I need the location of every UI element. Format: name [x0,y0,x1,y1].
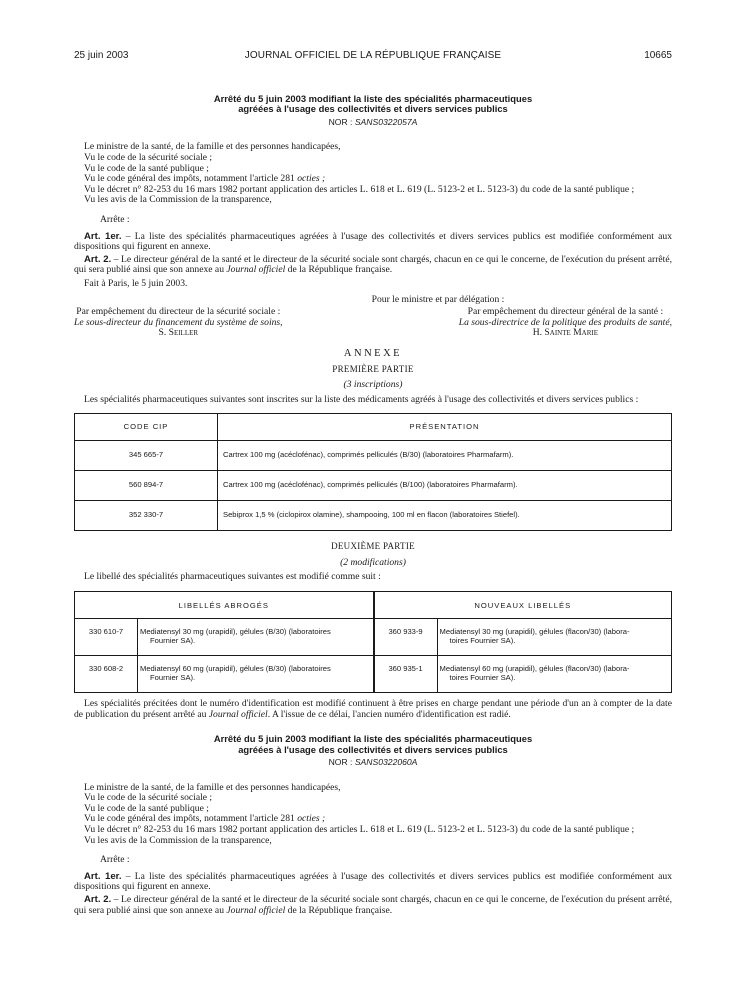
journal-ref: Journal officiel [208,708,268,720]
journal-ref: Journal officiel [226,904,286,916]
annexe-title: ANNEXE [343,347,403,359]
presentation: Cartrex 100 mg (acéclofénac), comprimés pelliculés (B/30) (laboratoires Pharmafarm). [218,441,672,471]
table-row [75,656,672,693]
article-text: – La liste des spécialités pharmaceutiques agréées à l'usage des collectivités et divers services publics est modifiée conformément aux dispositions qui figurent en annexe. [74,870,672,893]
article-label: Art. 1er. [84,870,122,882]
presentation: Sebiprox 1,5 % (ciclopirox olamine), shampooing, 100 ml en flacon (laboratoires Stiefel). [218,501,672,531]
label-line: toires Fournier SA). [449,673,516,683]
label-line: toires Fournier SA). [449,636,516,646]
article-1 [74,232,672,253]
visa-italic: octies ; [297,813,326,825]
old-code: 330 608-2 [75,656,138,693]
journal-ref: Journal officiel [226,264,286,276]
signature-date: Fait à Paris, le 5 juin 2003. [84,277,188,289]
table-header-row [75,414,672,441]
article-text: – La liste des spécialités pharmaceutiques agréées à l'usage des collectivités et divers services publics est modifiée conformément aux dispositions qui figurent en annexe. [74,230,672,253]
label-line: Mediatensyl 60 mg (urapidil), gélules (B/30) (laboratoires [140,664,331,674]
nor-label: NOR : [328,757,353,768]
nor-reference [74,117,672,128]
old-label [138,656,374,693]
nor-label: NOR : [328,116,353,127]
note-text: . A l'issue de ce délai, l'ancien numéro d'identification est radié. [267,708,511,720]
label-line: Mediatensyl 30 mg (urapidil), gélules (B/30) (laboratoires [140,627,331,637]
column-header: PRÉSENTATION [218,414,672,441]
visa: Vu le code de la sécurité sociale ; [84,152,213,163]
running-header [74,50,672,64]
visa-minister: Le ministre de la santé, de la famille et des personnes handicapées, [84,141,341,153]
title-line: Arrêté du 5 juin 2003 modifiant la liste des spécialités pharmaceutiques [213,93,533,104]
note-text: Les spécialités précitées dont le numéro d'identification est modifié continuent à être prises en charge pendant une période d'un an à compter de la date de publication du présent arrêté au [74,698,672,720]
part-2-subtitle: (2 modifications) [340,556,406,568]
label-line: Fournier SA). [150,636,196,646]
arrete-word: Arrête : [100,213,130,225]
visa: Vu le code de la santé publique ; [84,162,209,174]
signatory-role: Par empêchement du directeur de la sécurité sociale : [76,306,281,318]
title-line: agréées à l'usage des collectivités et divers services publics [238,103,508,115]
visa: Vu le décret n° 82-253 du 16 mars 1982 portant application des articles L. 618 et L. 619 (L. 5123-2 et L. 5123-3) du code de la santé publique ; [84,183,635,195]
visa: Vu le code de la sécurité sociale ; [84,792,213,804]
title-line: Arrêté du 5 juin 2003 modifiant la liste des spécialités pharmaceutiques [213,733,533,745]
article-label: Art. 2. [84,253,112,265]
issue-date: 25 juin 2003 [74,50,129,61]
article-2 [74,895,672,916]
visa: Vu les avis de la Commission de la transparence, [84,834,272,846]
cip-code: 560 894-7 [75,471,218,501]
article-text: – Le directeur général de la santé et le directeur de la sécurité sociale sont chargés, chacun en ce qui le concerne, de l'exécution du présent arrêté, qui sera publié ainsi que son annexe au [74,894,672,916]
arrete-1 [74,94,672,339]
nor-code: SANS0322057A [354,116,418,127]
page-body [74,94,672,918]
signatures [74,307,672,339]
part-2-intro: Le libellé des spécialités pharmaceutiques suivantes est modifié comme suit : [84,571,381,583]
table-header-row [75,592,672,619]
visa-text: Vu le code général des impôts, notamment l'article 281 [84,173,295,185]
article-text: de la République française. [285,264,393,276]
visa-minister: Le ministre de la santé, de la famille et des personnes handicapées, [84,781,341,793]
arrete-word: Arrête : [100,854,130,866]
transition-note [74,699,672,720]
arrete-2-title [74,734,672,755]
new-code: 360 933-9 [374,619,438,656]
column-header: CODE CIP [75,414,218,441]
signatory-role: Par empêchement du directeur général de la santé : [467,306,664,318]
visa: Vu les avis de la Commission de la transparence, [84,194,272,206]
article-label: Art. 1er. [84,230,122,242]
label-line: Mediatensyl 30 mg (urapidil), gélules (flacon/30) (labora- [439,627,630,637]
part-1-title: PREMIÈRE PARTIE [332,363,414,374]
modifications-table [74,591,672,693]
part-2-title: DEUXIÈME PARTIE [331,541,415,552]
cip-code: 345 665-7 [75,441,218,471]
page-number: 10665 [644,50,672,61]
signatory-title-text: La sous-directrice de la politique des produits de santé, [458,316,672,328]
column-header: LIBELLÉS ABROGÉS [75,592,374,619]
visa: Vu le code de la santé publique ; [84,802,209,814]
table-row [75,501,672,531]
new-code: 360 935-1 [374,656,438,693]
cip-code: 352 330-7 [75,501,218,531]
article-text: de la République française. [285,904,393,916]
title-line: agréées à l'usage des collectivités et divers services publics [238,743,508,755]
article-2 [74,255,672,276]
table-row [75,471,672,501]
signature-right [459,307,672,339]
old-code: 330 610-7 [75,619,138,656]
visa: Vu le décret n° 82-253 du 16 mars 1982 portant application des articles L. 618 et L. 619 (L. 5123-2 et L. 5123-3) du code de la santé publique ; [84,824,635,836]
journal-title: JOURNAL OFFICIEL DE LA RÉPUBLIQUE FRANÇAISE [244,50,502,61]
signatory-name: H. Sainte Marie [532,327,599,339]
old-label [138,619,374,656]
signatory-name: S. Seiller [158,327,199,339]
presentation: Cartrex 100 mg (acéclofénac), comprimés pelliculés (B/100) (laboratoires Pharmafarm). [218,471,672,501]
new-label [437,619,671,656]
article-label: Art. 2. [84,894,112,905]
nor-reference [74,757,672,768]
arrete-1-title [74,94,672,115]
table-row [75,619,672,656]
new-label [437,656,671,693]
article-1 [74,872,672,893]
label-line: Mediatensyl 60 mg (urapidil), gélules (flacon/30) (labora- [439,664,630,674]
visa-text: Vu le code général des impôts, notamment l'article 281 [84,813,295,825]
part-1-subtitle: (3 inscriptions) [343,379,403,391]
signature-left [74,307,283,339]
annexe [74,349,672,720]
article-text: – Le directeur général de la santé et le directeur de la sécurité sociale sont chargés, chacun en ce qui le concerne, de l'exécution du présent arrêté, qui sera publié ainsi que son annexe au [74,253,672,276]
signatory-title-text: Le sous-directeur du financement du système de soins, [74,316,283,328]
visa-italic: octies ; [297,173,326,185]
label-line: Fournier SA). [150,673,196,683]
nor-code: SANS0322060A [354,757,418,768]
inscriptions-table [74,413,672,531]
part-1-intro: Les spécialités pharmaceutiques suivantes sont inscrites sur la liste des médicaments agréés à l'usage des collectivités et divers services publics : [84,393,639,405]
arrete-2 [74,734,672,916]
table-row [75,441,672,471]
delegation-line: Pour le ministre et par délégation : [371,293,505,305]
column-header: NOUVEAUX LIBELLÉS [374,592,672,619]
